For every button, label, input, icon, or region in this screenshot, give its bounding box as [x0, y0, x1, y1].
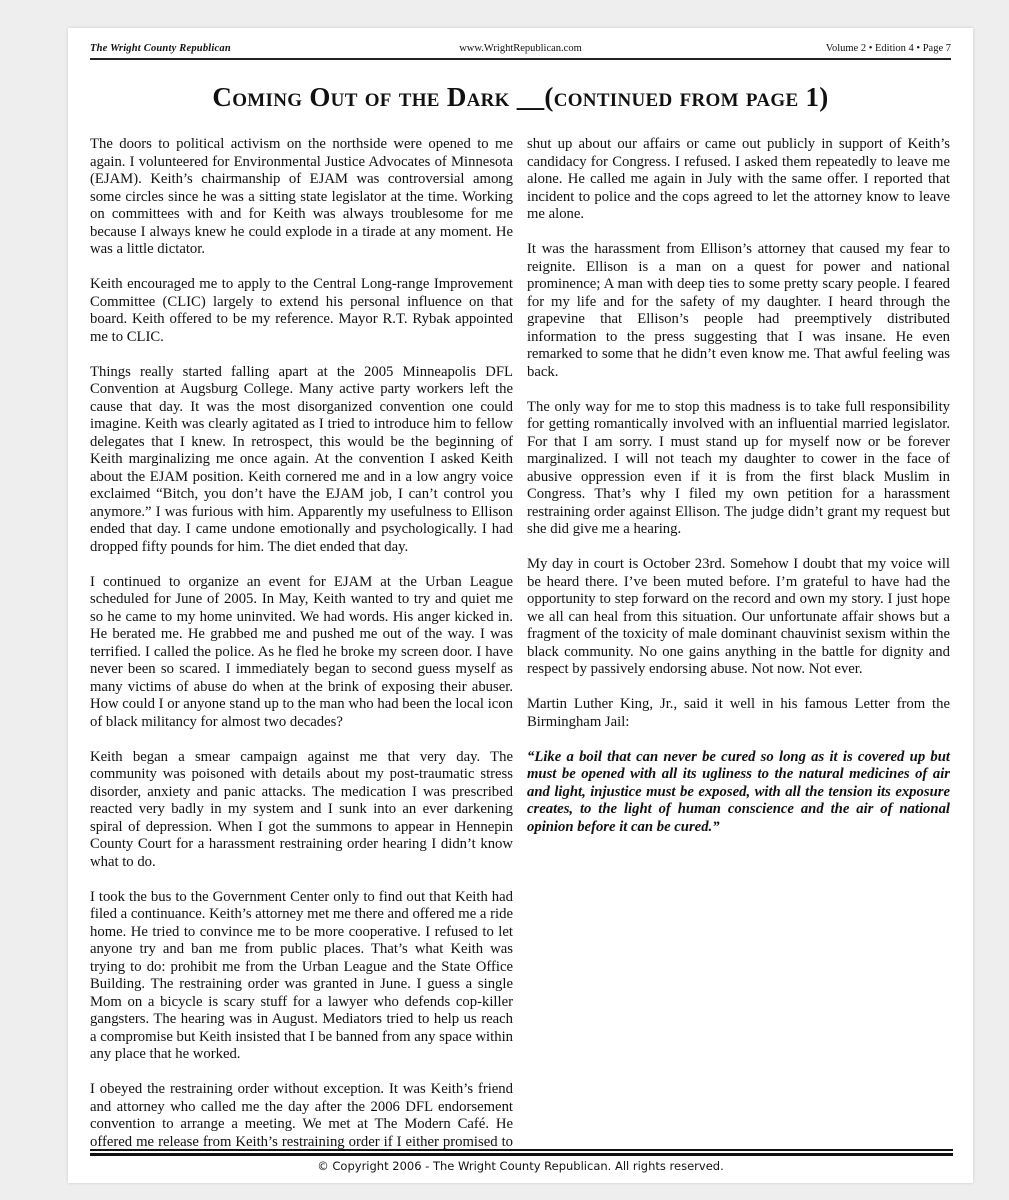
article-paragraph: It was the harassment from Ellison’s attorney that caused my fear to reignite. Ellison is a man on a quest for power and national prominence; A man with deep ties to some pretty scary people. I feared for my life and for the safety of my daughter. I heard through the grapevine that Ellison’s people had preemptively distributed information to the press suggesting that I was insane. He even remarked to some that he didn’t even know me. That awful feeling was back. [527, 241, 950, 380]
website-url: www.WrightRepublican.com [459, 43, 582, 54]
article-paragraph: Things really started falling apart at the 2005 Minneapolis DFL Convention at Augsburg College. Many active party workers left the cause that day. It was the most disorganized convention one could imagine. Keith was clearly agitated as I tried to introduce him to fellow delegates that I knew. In retrospect, this would be the beginning of Keith marginalizing me once again. At the convention I asked Keith about the EJAM position. Keith cornered me and in a low angry voice exclaimed “Bitch, you don’t have the EJAM job, I can’t control you anymore.” I was furious with him. Apparently my usefulness to Ellison ended that day. I came undone emotionally and psychologically. I had dropped fifty pounds for him. The diet ended that day. [90, 363, 513, 555]
article-paragraph: The only way for me to stop this madness is to take full responsibility for getting romantically involved with an influential married legislator. For that I am sorry. I must stand up for myself now or be forever marginalized. I will not teach my daughter to cower in the face of abusive oppression even if it is from the first black Muslim in Congress. That’s why I filed my own petition for a harassment restraining order against Ellison. The judge didn’t grant my request but she did give me a hearing. [527, 398, 950, 537]
article-paragraph: Keith began a smear campaign against me that very day. The community was poisoned with details about my post-traumatic stress disorder, anxiety and panic attacks. The medication I was prescribed reacted very badly in my system and I sunk into an ever darkening spiral of depression. When I got the summons to appear in Hennepin County Court for a harassment restraining order hearing I didn’t know what to do. [90, 748, 513, 870]
article-paragraph: Martin Luther King, Jr., said it well in his famous Letter from the Birmingham Jail: [527, 696, 950, 730]
article-paragraph: I continued to organize an event for EJAM at the Urban League scheduled for June of 2005. In May, Keith wanted to try and quiet me so he came to my home uninvited. We had words. His anger kicked in. He berated me. He grabbed me and pushed me out of the way. I was terrified. I called the police. As he fled he broke my screen door. I have never been so scared. I immediately began to second guess myself as many victims of abuse do when at the brink of exposing their abuser. How could I or anyone stand up to the man who had been the local icon of black militancy for almost two decades? [90, 573, 513, 730]
article-paragraph: My day in court is October 23rd. Somehow I doubt that my voice will be heard there. I’ve been muted before. I’m grateful to have had the opportunity to step forward on the record and own my story. I just hope we all can heal from this situation. Our unfortunate affair shows but a fragment of the toxicity of male dominant chauvinist sexism within the black community. No one gains anything in the battle for dignity and respect by passively endorsing abuse. Not now. Not ever. [527, 556, 950, 677]
masthead [90, 42, 951, 60]
article-paragraph: The doors to political activism on the northside were opened to me again. I volunteered for Environmental Justice Advocates of Minnesota (EJAM). Keith’s chairmanship of EJAM was controversial among some circles since he was a sitting state legislator at the time. Working on committees with and for Keith was always troublesome for me because I always knew he could explode in a tirade at any moment. He was a little dictator. [90, 136, 513, 257]
block-quote: “Like a boil that can never be cured so long as it is covered up but must be opened with all its ugliness to the natural medicines of air and light, injustice must be exposed, with all the tension its exposure creates, to the light of human conscience and the air of national opinion before it can be cured.” [527, 748, 950, 835]
volume-edition-page: Volume 2 • Edition 4 • Page 7 [825, 43, 951, 54]
article-paragraph: I obeyed the restraining order without exception. It was Keith’s friend and attorney who called me the day after the 2006 DFL endorsement convention to arrange a meeting. We met at The Modern Café. He offered me release from Keith’s restraining order if I either promised to shut up about our affairs or came out publicly in support of Keith’s candidacy for Congress. I refused. I asked them repeatedly to leave me alone. He called me again in July with the same offer. I reported that incident to police and the cops agreed to let the attorney know to leave me alone. [90, 136, 950, 1150]
publication-name: The Wright County Republican [90, 43, 231, 54]
article-paragraph: I took the bus to the Government Center only to find out that Keith had filed a continuance. Keith’s attorney met me there and offered me a ride home. He tried to convince me to be more cooperative. I refused to let anyone try and ban me from public places. That’s what Keith was trying to do: prohibit me from the Urban League and the State Office Building. The restraining order was granted in June. I guess a single Mom on a bicycle is scary stuff for a lawyer who defends cop-killer gangsters. The hearing was in August. Mediators tried to help us reach a compromise but Keith insisted that I be banned from any space within any place that he worked. [90, 888, 513, 1062]
article-body [90, 136, 950, 1161]
newspaper-page [68, 28, 973, 1183]
article-headline: Coming Out of the Dark __(continued from page 1) [212, 82, 829, 112]
article-paragraph: Keith encouraged me to apply to the Central Long-range Improvement Committee (CLIC) largely to extend his personal influence on that board. Keith offered to be my reference. Mayor R.T. Rybak appointed me to CLIC. [90, 276, 513, 345]
copyright-notice: © Copyright 2006 - The Wright County Republican. All rights reserved. [317, 1159, 724, 1173]
footer-divider [90, 1149, 953, 1156]
